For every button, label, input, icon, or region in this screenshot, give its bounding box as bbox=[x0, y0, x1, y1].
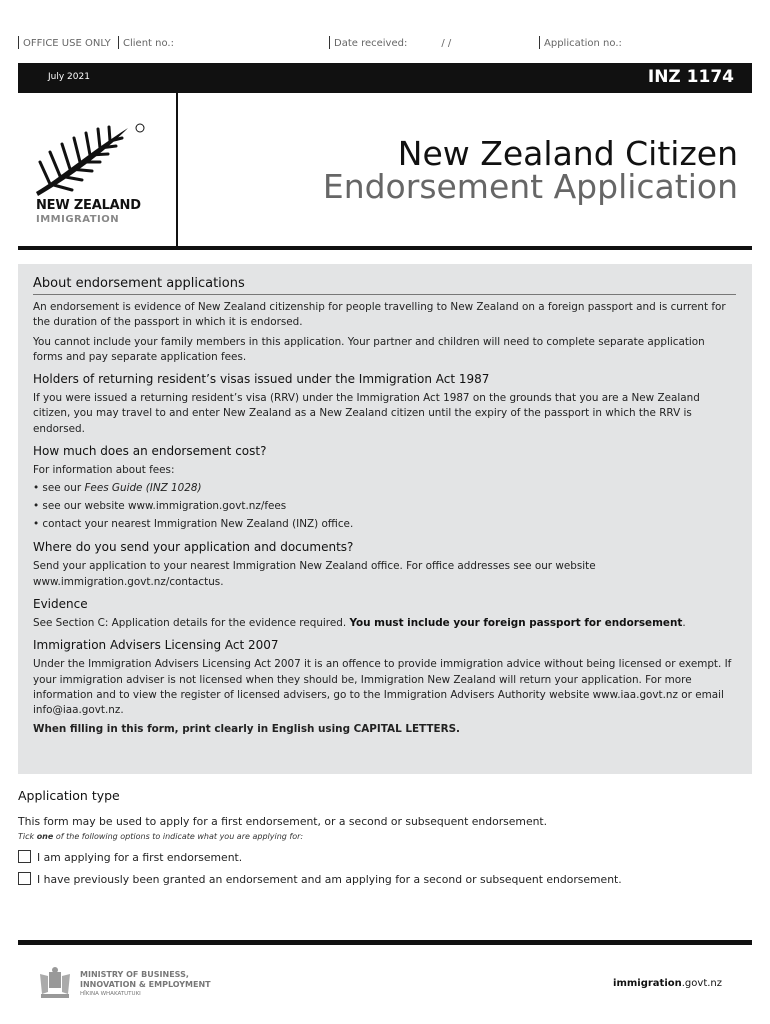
nz-immigration-logo bbox=[30, 118, 170, 233]
form-code: INZ 1174 bbox=[647, 67, 734, 87]
advisers-text: Under the Immigration Advisers Licensing Act 2007 it is an offence to provide immigration advice without being licensed or exempt. If your immigration adviser is not licensed when they should be, Immigration New Zealand will return your application. For more information and to view the register of licensed advisers, go to the Immigration Advisers Authority website www.iaa.govt.nz or email info@iaa.govt.nz. bbox=[33, 658, 732, 717]
coat-of-arms-icon bbox=[38, 966, 72, 1000]
header-banner bbox=[18, 63, 752, 93]
rrv-text: If you were issued a returning resident’s visa (RRV) under the Immigration Act 1987 on the grounds that you are a New Zealand citizen, you may travel to and enter New Zealand as a New Zealand citizen until the expiry of the passport in which the RRV is endorsed. bbox=[33, 392, 700, 435]
capital-letters-note: When filling in this form, print clearly in English using CAPITAL LETTERS. bbox=[33, 723, 460, 736]
fee-item: • see our website www.immigration.govt.nz/fees bbox=[33, 500, 287, 513]
send-heading: Where do you send your application and documents? bbox=[33, 540, 354, 555]
first-endorsement-option[interactable]: I am applying for a first endorsement. bbox=[18, 850, 242, 864]
ministry-line-1: MINISTRY OF BUSINESS, bbox=[80, 970, 189, 979]
application-type-note: Tick one of the following options to indicate what you are applying for: bbox=[18, 832, 304, 841]
website-link[interactable]: immigration.govt.nz bbox=[613, 978, 722, 989]
application-type-description: This form may be used to apply for a first endorsement, or a second or subsequent endorsement. bbox=[18, 815, 548, 828]
application-type-heading: Application type bbox=[18, 788, 120, 803]
logo-immigration: IMMIGRATION bbox=[36, 214, 120, 225]
fee-item: • see our Fees Guide (INZ 1028) bbox=[33, 482, 202, 495]
mbie-logo bbox=[38, 966, 258, 1006]
application-no-field[interactable]: Application no.: bbox=[539, 36, 622, 49]
send-text: Send your application to your nearest Immigration New Zealand office. For office addresses see our website www.immigration.govt.nz/contactus. bbox=[33, 560, 596, 588]
page-title: New Zealand Citizen bbox=[397, 134, 738, 173]
subsequent-endorsement-checkbox[interactable] bbox=[18, 872, 31, 885]
evidence-text: See Section C: Application details for the evidence required. You must include your foreign passport for endorsement. bbox=[33, 616, 686, 629]
ministry-line-3: HĪKINA WHAKATUTUKI bbox=[80, 991, 141, 997]
fees-guide-link[interactable]: Fees Guide (INZ 1028) bbox=[84, 482, 202, 495]
rrv-heading: Holders of returning resident’s visas issued under the Immigration Act 1987 bbox=[33, 372, 490, 387]
client-no-field[interactable]: Client no.: bbox=[118, 36, 174, 49]
office-use-only: OFFICE USE ONLY bbox=[18, 36, 111, 49]
about-panel bbox=[18, 264, 752, 774]
subsequent-endorsement-option[interactable]: I have previously been granted an endorsement and am applying for a second or subsequent endorsement. bbox=[18, 872, 622, 886]
about-heading: About endorsement applications bbox=[33, 276, 736, 295]
advisers-heading: Immigration Advisers Licensing Act 2007 bbox=[33, 638, 279, 653]
silver-fern-icon bbox=[30, 118, 160, 198]
header-divider bbox=[176, 93, 178, 248]
first-endorsement-checkbox[interactable] bbox=[18, 850, 31, 863]
evidence-heading: Evidence bbox=[33, 596, 88, 611]
cost-heading: How much does an endorsement cost? bbox=[33, 444, 267, 459]
about-para-1: An endorsement is evidence of New Zealand citizenship for people travelling to New Zealand on a foreign passport and is current for the duration of the passport in which it is endorsed. bbox=[33, 301, 726, 329]
about-para-2: You cannot include your family members in this application. Your partner and children will need to complete separate application forms and pay separate application fees. bbox=[33, 335, 705, 363]
logo-new-zealand: NEW ZEALAND bbox=[36, 198, 141, 213]
cost-intro: For information about fees: bbox=[33, 464, 175, 477]
page-subtitle: Endorsement Application bbox=[322, 167, 738, 206]
date-received-field[interactable]: Date received: / / bbox=[329, 36, 451, 49]
footer-rule bbox=[18, 940, 752, 945]
form-date: July 2021 bbox=[48, 72, 90, 82]
fee-item: • contact your nearest Immigration New Zealand (INZ) office. bbox=[33, 518, 354, 531]
fee-list bbox=[33, 479, 736, 533]
ministry-line-2: INNOVATION & EMPLOYMENT bbox=[80, 980, 211, 989]
header-rule bbox=[18, 246, 752, 250]
